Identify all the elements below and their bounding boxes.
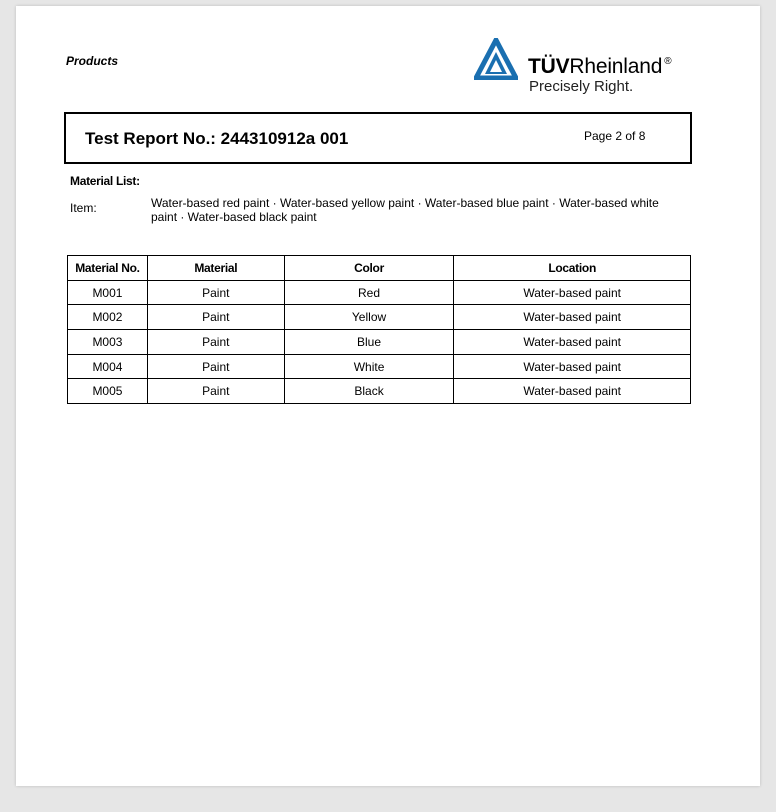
- tuv-rheinland-logo: [474, 38, 704, 100]
- brand-tagline: Precisely Right.: [529, 78, 634, 95]
- item-label: Item:: [70, 201, 97, 215]
- cell-color: White: [284, 354, 454, 379]
- item-description: Water-based red paint · Water-based yellow paint · Water-based blue paint · Water-based white paint · Water-based black paint: [151, 196, 659, 224]
- cell-color: Blue: [284, 330, 454, 355]
- column-header-color: Color: [284, 256, 454, 281]
- column-header-location: Location: [454, 256, 691, 281]
- cell-color: Red: [284, 280, 454, 305]
- cell-material: Paint: [147, 379, 284, 404]
- cell-material-no: M002: [68, 305, 148, 330]
- table-row: [68, 280, 691, 305]
- cell-location: Water-based paint: [454, 330, 691, 355]
- report-title: Test Report No.: 244310912a 001: [85, 129, 349, 148]
- column-header-material-no: Material No.: [68, 256, 148, 281]
- table-row: [68, 354, 691, 379]
- table-row: [68, 379, 691, 404]
- table-row: [68, 305, 691, 330]
- report-header-box: [64, 112, 692, 164]
- cell-material: Paint: [147, 305, 284, 330]
- table-row: [68, 330, 691, 355]
- tuv-triangle-icon: [474, 38, 518, 80]
- page-number: Page 2 of 8: [584, 129, 646, 143]
- material-table: [67, 255, 691, 404]
- cell-material-no: M005: [68, 379, 148, 404]
- cell-location: Water-based paint: [454, 280, 691, 305]
- cell-color: Black: [284, 379, 454, 404]
- cell-color: Yellow: [284, 305, 454, 330]
- cell-material: Paint: [147, 280, 284, 305]
- table-header-row: [68, 256, 691, 281]
- brand-rheinland: Rheinland: [569, 55, 663, 78]
- brand-tuv: TÜV: [528, 55, 570, 78]
- cell-material-no: M001: [68, 280, 148, 305]
- document-page: [16, 6, 760, 786]
- registered-mark: ®: [664, 56, 672, 67]
- cell-material: Paint: [147, 354, 284, 379]
- material-list-heading: Material List:: [70, 174, 140, 188]
- section-label: Products: [66, 54, 119, 68]
- cell-location: Water-based paint: [454, 379, 691, 404]
- cell-material-no: M003: [68, 330, 148, 355]
- cell-material: Paint: [147, 330, 284, 355]
- cell-material-no: M004: [68, 354, 148, 379]
- cell-location: Water-based paint: [454, 354, 691, 379]
- brand-name: [528, 50, 671, 79]
- column-header-material: Material: [147, 256, 284, 281]
- cell-location: Water-based paint: [454, 305, 691, 330]
